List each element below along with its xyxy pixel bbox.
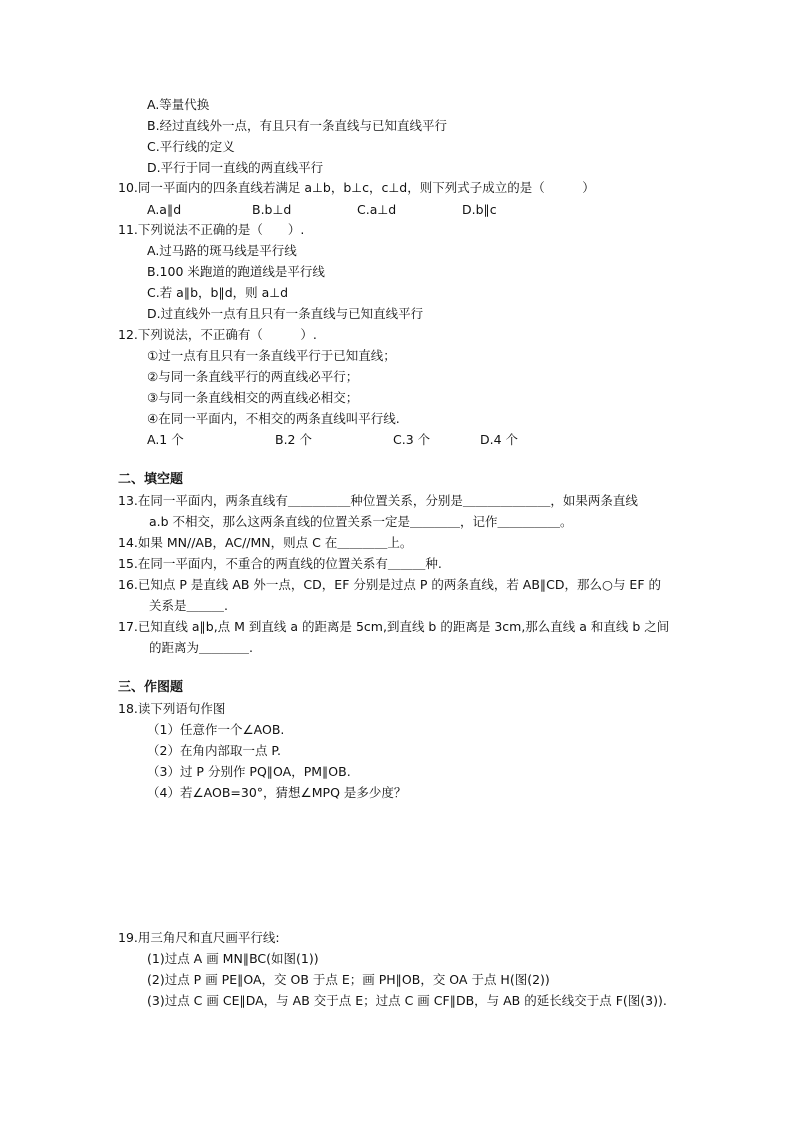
q12-option-b: B.2 个 — [275, 432, 312, 447]
q9-option-a: A.等量代换 — [147, 97, 210, 112]
q11-stem: 11.下列说法不正确的是（ ）. — [118, 222, 305, 237]
q18-step-2: （2）在角内部取一点 P. — [147, 743, 281, 758]
q16-line-1: 16.已知点 P 是直线 AB 外一点，CD，EF 分别是过点 P 的两条直线，若 AB∥CD，那么○与 EF 的 — [118, 577, 661, 592]
section-2-title: 二、填空题 — [118, 472, 184, 487]
q12-stem: 12.下列说法，不正确有（ ）. — [118, 327, 317, 342]
q14: 14.如果 MN//AB，AC//MN，则点 C 在＿＿＿＿上。 — [118, 535, 413, 550]
q19-step-1: (1)过点 A 画 MN∥BC(如图(1)) — [147, 951, 319, 966]
q12-option-c: C.3 个 — [393, 432, 431, 447]
q11-option-d: D.过直线外一点有且只有一条直线与已知直线平行 — [147, 306, 424, 321]
q10-option-c: C.a⊥d — [357, 202, 397, 217]
q18-stem: 18.读下列语句作图 — [118, 701, 226, 716]
q12-statement-4: ④在同一平面内，不相交的两条直线叫平行线. — [147, 411, 400, 426]
q19-step-3: (3)过点 C 画 CE∥DA，与 AB 交于点 E；过点 C 画 CF∥DB，与 AB 的延长线交于点 F(图(3)). — [147, 993, 667, 1008]
q17-line-2: 的距离为＿＿＿＿. — [149, 640, 253, 655]
q10-option-d: D.b∥c — [462, 202, 497, 217]
q10-option-a: A.a∥d — [147, 202, 182, 217]
section-3-title: 三、作图题 — [118, 680, 184, 695]
q16-line-2: 关系是＿＿＿. — [149, 598, 228, 613]
q17-line-1: 17.已知直线 a∥b,点 M 到直线 a 的距离是 5cm,到直线 b 的距离是 3cm,那么直线 a 和直线 b 之间 — [118, 619, 670, 634]
q19-step-2: (2)过点 P 画 PE∥OA，交 OB 于点 E；画 PH∥OB，交 OA 于点 H(图(2)) — [147, 972, 550, 987]
q15: 15.在同一平面内，不重合的两直线的位置关系有＿＿＿种. — [118, 556, 442, 571]
q9-option-c: C.平行线的定义 — [147, 139, 235, 154]
q11-option-a: A.过马路的斑马线是平行线 — [147, 243, 297, 258]
q11-option-c: C.若 a∥b，b∥d，则 a⊥d — [147, 285, 289, 300]
q9-option-d: D.平行于同一直线的两直线平行 — [147, 160, 324, 175]
q12-option-d: D.4 个 — [480, 432, 519, 447]
q9-option-b: B.经过直线外一点，有且只有一条直线与已知直线平行 — [147, 118, 448, 133]
q12-statement-3: ③与同一条直线相交的两直线必相交； — [147, 390, 359, 405]
q19-stem: 19.用三角尺和直尺画平行线: — [118, 930, 280, 945]
q10-option-b: B.b⊥d — [252, 202, 292, 217]
q18-step-4: （4）若∠AOB=30°，猜想∠MPQ 是多少度？ — [147, 785, 407, 800]
q11-option-b: B.100 米跑道的跑道线是平行线 — [147, 264, 325, 279]
q18-step-1: （1）任意作一个∠AOB. — [147, 722, 285, 737]
q18-step-3: （3）过 P 分别作 PQ∥OA，PM∥OB. — [147, 764, 351, 779]
q10-stem: 10.同一平面内的四条直线若满足 a⊥b，b⊥c，c⊥d，则下列式子成立的是（ ） — [118, 180, 595, 195]
q12-statement-1: ①过一点有且只有一条直线平行于已知直线； — [147, 348, 396, 363]
q13-line-2: a.b 不相交，那么这两条直线的位置关系一定是＿＿＿＿，记作＿＿＿＿＿。 — [149, 514, 573, 529]
q12-option-a: A.1 个 — [147, 432, 184, 447]
q13-line-1: 13.在同一平面内，两条直线有＿＿＿＿＿种位置关系，分别是＿＿＿＿＿＿＿，如果两条直线 — [118, 493, 638, 508]
q12-statement-2: ②与同一条直线平行的两直线必平行； — [147, 369, 359, 384]
